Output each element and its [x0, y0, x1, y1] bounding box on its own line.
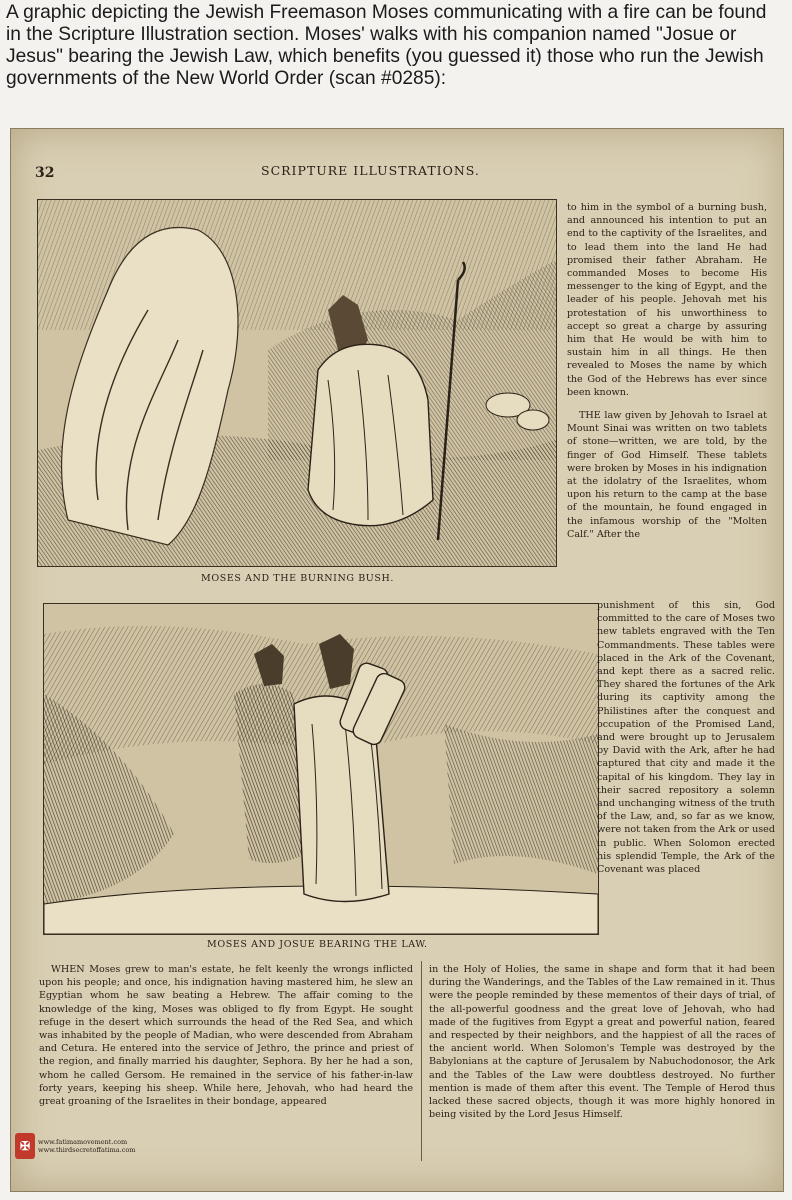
page-number: 32: [35, 165, 55, 181]
right-column-middle: [597, 599, 775, 876]
watermark-url-1: www.fatimamovement.com: [38, 1138, 128, 1146]
scanned-page: [10, 128, 784, 1192]
paragraph: punishment of this sin, God committed to the care of Moses two new tablets engraved with the Ten Commandments. These tables were placed in the Ark of the Covenant, and kept there as a sacred relic. They shared the fortunes of the Ark during its captivity among the Philistines after the conquest and occupation of the Promised Land, and were brought up to Jerusalem by David with the Ark, after he had captured that city and made it the capital of his kingdom. They lay in their sacred repository a solemn and unchanging witness of the truth of the Law, and, so far as we know, were not taken from the Ark or used in public. When Solomon erected his splendid Temple, the Ark of the Covenant was placed: [597, 600, 775, 876]
running-head: SCRIPTURE ILLUSTRATIONS.: [261, 163, 480, 178]
burning-bush-engraving: [37, 199, 557, 567]
moses-and-josue-engraving: [43, 603, 599, 935]
paragraph: to him in the symbol of a burning bush, and announced his intention to put an end to the captivity of the Israelites, and to lead them into the land He had promised their father Abraham. He commanded Moses to become His messenger to the king of Egypt, and the leader of his people. Jehovah met his protestation of his unworthiness to accept so great a charge by assuring him that He would be with him to sustain him in all things. He then revealed to Moses the name by which the God of the Hebrews has ever since been known.: [567, 202, 767, 398]
paragraph: WHEN Moses grew to man's estate, he felt keenly the wrongs inflicted upon his people; and once, his indignation having mastered him, he slew an Egyptian whom he saw beating a Hebrew. The affair coming to the knowledge of the king, Moses was obliged to fly from Egypt. He sought refuge in the desert which surrounds the head of the Red Sea, and which was inhabited by the people of Madian, who were descended from Abraham and Cetura. He entered into the service of Jethro, the prince and priest of the region, and finally married his daughter, Sephora. By her he had a son, whom he called Gersom. He remained in the service of his father-in-law forty years, keeping his sheep. While here, Jehovah, who had heard the great groaning of the Israelites in their bondage, appeared: [39, 964, 413, 1108]
bottom-right-column: [429, 963, 775, 1121]
watermark-url-2: www.thirdsecretoffatima.com: [38, 1146, 136, 1154]
illustration-2-caption: MOSES AND JOSUE BEARING THE LAW.: [207, 939, 428, 950]
site-watermark: [15, 1133, 155, 1159]
bottom-left-column: [39, 963, 413, 1108]
post-caption: A graphic depicting the Jewish Freemason Moses communicating with a fire can be found in the Scripture Illustration section. Moses' walks with his companion named "Josue or Jesus" bearing the Jewish Law, which benefits (you guessed it) those who run the Jewish governments of the New World Order (scan #0285):: [6, 2, 767, 89]
right-column-top: [567, 201, 767, 541]
fatima-seal-icon: ✠: [15, 1133, 35, 1159]
column-divider: [421, 961, 422, 1161]
paragraph: in the Holy of Holies, the same in shape and form that it had been during the Wanderings, and the Tables of the Law remained in it. Thus were the people reminded by these mementos of their days of trial, of the all-powerful goodness and the great love of Jehovah, who had made of the fugitives from Egypt a great and powerful nation, feared and respected by their neighbors, and the happiest of all the races of the ancient world. When Solomon's Temple was destroyed by the Babylonians at the capture of Jerusalem by Nabuchodonosor, the Ark and the Tables of the Law were doubtless destroyed. No further mention is made of them after this event. The Temple of Herod thus lacked these sacred objects, though it was more highly honored in being visited by the Lord Jesus Himself.: [429, 964, 775, 1121]
illustration-1-caption: MOSES AND THE BURNING BUSH.: [201, 573, 394, 584]
paragraph: THE law given by Jehovah to Israel at Mount Sinai was written on two tablets of stone—written, we are told, by the finger of God Himself. These tablets were broken by Moses in his indignation at the idolatry of the Israelites, whom upon his return to the camp at the base of the mountain, he found engaged in the infamous worship of the "Molten Calf." After the: [567, 410, 767, 540]
